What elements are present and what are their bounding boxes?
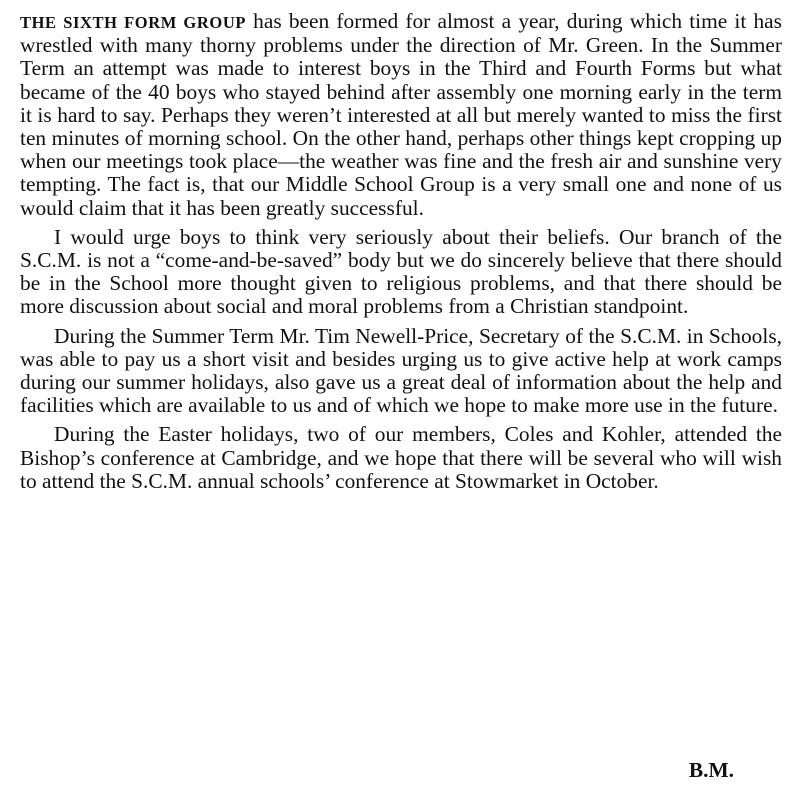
paragraph-1-text: has been formed for almost a year, during which time it has wrestled with many thorny problems under the direction of Mr. Green. In the Summer Term an attempt was made to interest boys in the Third and Fourth Forms but what became of the 40 boys who stayed behind after assembly one morning early in the term it is hard to say. Perhaps they weren’t interested at all but merely wanted to miss the first ten minutes of morning school. On the other hand, perhaps other things kept cropping up when our meetings took place—the weather was fine and the fresh air and sunshine very tempting. The fact is, that our Middle School Group is a very small one and none of us would claim that it has been greatly successful. xyxy=(20,9,782,220)
author-signature: B.M. xyxy=(688,758,734,782)
article-body xyxy=(20,10,782,493)
paragraph-3: During the Summer Term Mr. Tim Newell-Price, Secretary of the S.C.M. in Schools, was able to pay us a short visit and besides urging us to give active help at work camps during our summer holidays, also gave us a great deal of information about the help and facilities which are available to us and of which we hope to make more use in the future. xyxy=(20,323,782,418)
paragraph-1 xyxy=(20,10,782,220)
lead-caps-heading: THE SIXTH FORM GROUP xyxy=(20,13,247,32)
paragraph-2: I would urge boys to think very seriously about their beliefs. Our branch of the S.C.M. is not a “come-and-be-saved” body but we do sincerely believe that there should be in the School more thought given to religious problems, and that there should be more discussion about social and moral problems from a Christian standpoint. xyxy=(20,224,782,319)
paragraph-4: During the Easter holidays, two of our members, Coles and Kohler, attended the Bishop’s conference at Cambridge, and we hope that there will be several who will wish to attend the S.C.M. annual schools’ conference at Stowmarket in October. xyxy=(20,422,782,493)
